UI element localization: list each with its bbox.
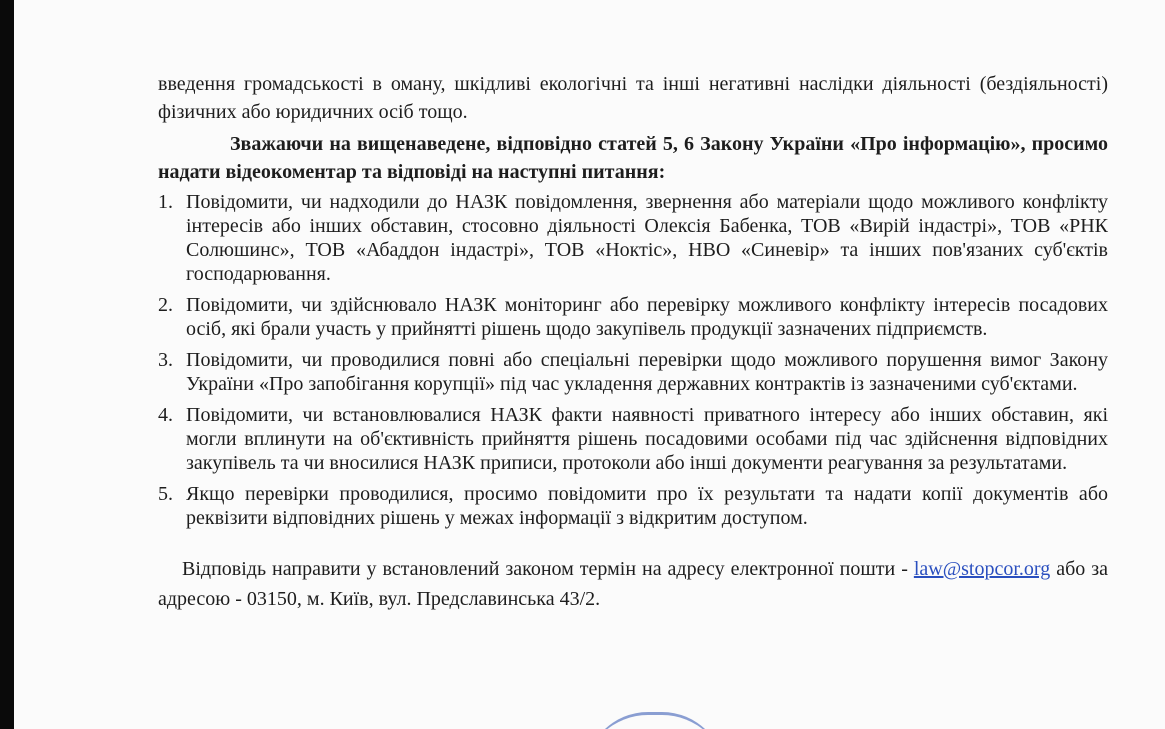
- list-item-number: 3.: [158, 349, 173, 371]
- list-item-text: Повідомити, чи встановлювалися НАЗК факти наявності приватного інтересу або інших обставин, які могли вплинути на об'єктивність прийняття рішень посадовими особами під час здійснення відповідних закупівель та чи вносилися НАЗК приписи, протоколи або інші документи реагування за результатами.: [186, 404, 1108, 474]
- list-item-text: Якщо перевірки проводилися, просимо повідомити про їх результати та надати копії документів або реквізити відповідних рішень у межах інформації з відкритим доступом.: [186, 483, 1108, 529]
- address-text: або за адресою - 03150, м. Київ, вул. Предславинська 43/2.: [158, 558, 1108, 610]
- intro-paragraph: введення громадськості в оману, шкідливі екологічні та інші негативні наслідки діяльності (бездіяльності) фізичних або юридичних осіб тощо.: [158, 73, 1108, 123]
- list-item: [158, 293, 1108, 341]
- email-link[interactable]: law@stopcor.org: [913, 558, 1051, 580]
- list-item: [158, 190, 1108, 286]
- closing-paragraph: [158, 554, 1108, 614]
- list-item-number: 2.: [158, 294, 173, 316]
- list-item-text: Повідомити, чи здійснювало НАЗК моніторинг або перевірку можливого конфлікту інтересів посадових осіб, які брали участь у прийнятті рішень щодо закупівель продукції зазначених підприємств.: [186, 294, 1108, 340]
- list-item-text: Повідомити, чи надходили до НАЗК повідомлення, звернення або матеріали щодо можливого конфлікту інтересів або інших обставин, стосовно діяльності Олексія Бабенка, ТОВ «Вирій індастрі», ТОВ «РНК Солюшинс», ТОВ «Абаддон індастрі», ТОВ «Ноктіс», НВО «Синевір» та інших пов'язаних суб'єктів господарювання.: [186, 191, 1108, 285]
- list-item-number: 1.: [158, 191, 173, 213]
- closing-text: Відповідь направити у встановлений законом термін на адресу електронної пошти -: [182, 558, 908, 580]
- list-item: [158, 482, 1108, 530]
- list-item-number: 5.: [158, 483, 173, 505]
- window-edge: [0, 0, 14, 729]
- request-lead-paragraph: Зважаючи на вищенаведене, відповідно статей 5, 6 Закону України «Про інформацію», просимо надати відеокоментар та відповіді на наступні питання:: [158, 133, 1108, 183]
- letter-body: [158, 70, 1108, 614]
- list-item: [158, 348, 1108, 396]
- stamp-icon: [585, 712, 725, 729]
- list-item-number: 4.: [158, 404, 173, 426]
- list-item-text: Повідомити, чи проводилися повні або спеціальні перевірки щодо можливого порушення вимог Закону України «Про запобігання корупції» під час укладення державних контрактів із зазначеними суб'єктами.: [186, 349, 1108, 395]
- list-item: [158, 403, 1108, 475]
- questions-list: [158, 190, 1108, 530]
